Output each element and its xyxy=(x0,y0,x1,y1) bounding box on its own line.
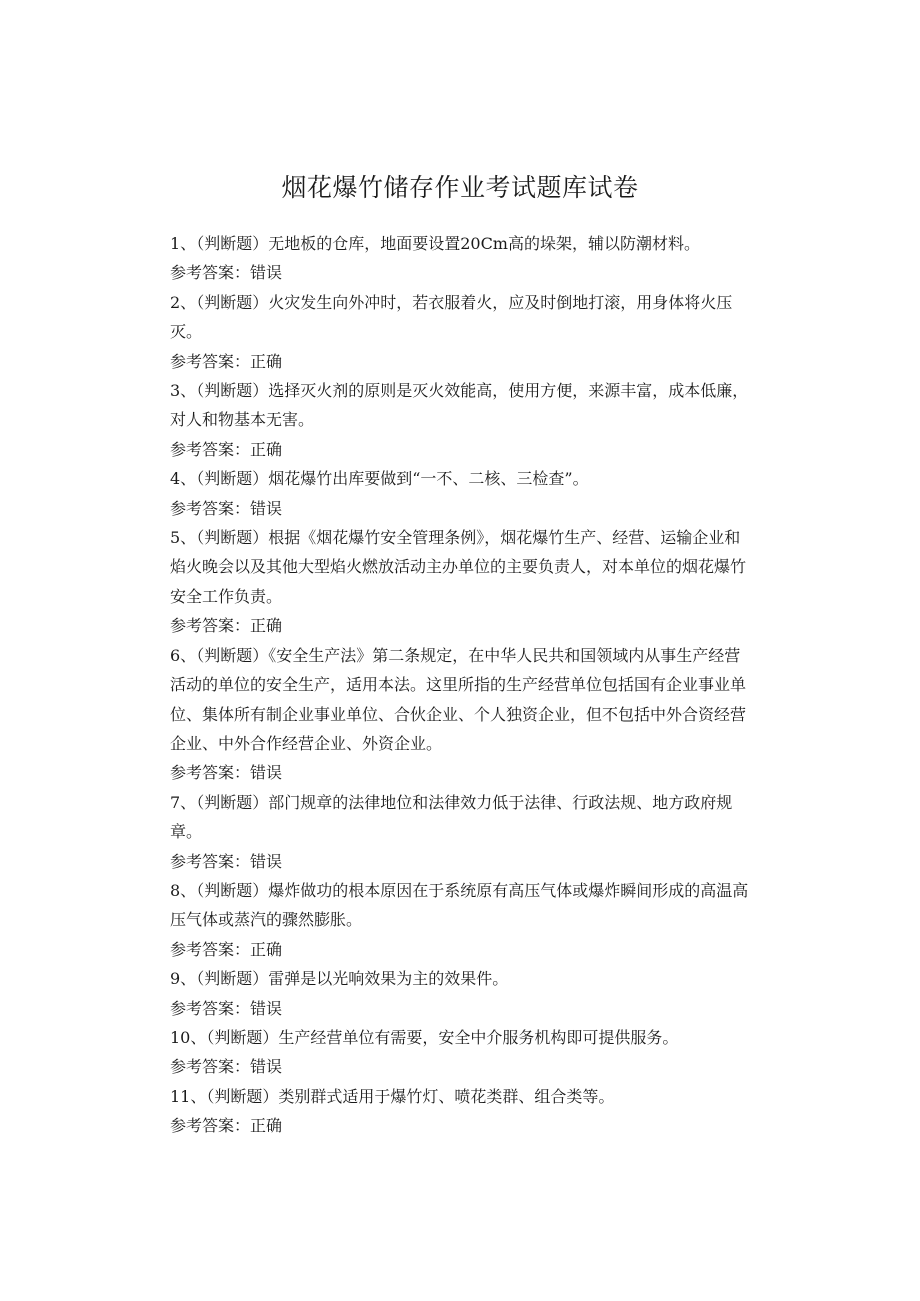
question-item xyxy=(170,1023,750,1082)
answer-label: 参考答案： xyxy=(170,763,251,783)
question-text-line xyxy=(170,376,750,435)
question-number: 6、 xyxy=(170,645,197,665)
question-number: 2、 xyxy=(170,292,197,312)
answer-line xyxy=(170,1111,750,1140)
question-number: 8、 xyxy=(170,880,197,900)
question-item xyxy=(170,876,750,964)
question-body: 烟花爆竹出库要做到“一不、二核、三检查”。 xyxy=(268,469,589,489)
question-type: （判断题） xyxy=(196,880,269,900)
answer-line xyxy=(170,1052,750,1081)
question-text-line xyxy=(170,1082,750,1111)
answer-value: 错误 xyxy=(250,851,283,871)
page-title: 烟花爆竹储存作业考试题库试卷 xyxy=(281,173,639,202)
question-body: 部门规章的法律地位和法律效力低于法律、行政法规、地方政府规章。 xyxy=(170,792,733,842)
answer-line xyxy=(170,994,750,1023)
question-type: （判断题） xyxy=(206,1086,279,1106)
answer-label: 参考答案： xyxy=(170,851,251,871)
answer-line xyxy=(170,935,750,964)
answer-line xyxy=(170,494,750,523)
answer-value: 错误 xyxy=(250,263,283,283)
question-number: 1、 xyxy=(170,234,197,253)
question-body: 无地板的仓库，地面要设置20Cm高的垛架，辅以防潮材料。 xyxy=(268,234,700,253)
question-item xyxy=(170,523,750,641)
question-type: （判断题） xyxy=(206,1027,279,1047)
question-type: （判断题） xyxy=(196,969,269,989)
question-text-line xyxy=(170,641,750,759)
question-number: 5、 xyxy=(170,528,197,548)
question-text-line xyxy=(170,876,750,935)
answer-label: 参考答案： xyxy=(170,263,251,283)
question-type: （判断题） xyxy=(196,528,269,548)
answer-value: 错误 xyxy=(250,1057,283,1077)
question-text-line xyxy=(170,288,750,347)
question-number: 7、 xyxy=(170,792,197,812)
answer-label: 参考答案： xyxy=(170,616,251,636)
question-item xyxy=(170,464,750,523)
answer-value: 正确 xyxy=(250,1116,283,1136)
answer-line xyxy=(170,435,750,464)
question-type: （判断题） xyxy=(196,792,269,812)
answer-line xyxy=(170,758,750,787)
answer-label: 参考答案： xyxy=(170,939,251,959)
answer-label: 参考答案： xyxy=(170,1116,251,1136)
answer-line xyxy=(170,611,750,640)
question-item xyxy=(170,964,750,1023)
question-number: 9、 xyxy=(170,969,197,989)
answer-value: 正确 xyxy=(250,616,283,636)
question-type: （判断题） xyxy=(196,469,269,489)
question-number: 11、 xyxy=(170,1086,207,1106)
question-number: 10、 xyxy=(170,1027,207,1047)
question-text-line xyxy=(170,523,750,611)
answer-label: 参考答案： xyxy=(170,351,251,371)
answer-line xyxy=(170,347,750,376)
question-item xyxy=(170,229,750,288)
question-body: 雷弹是以光响效果为主的效果件。 xyxy=(268,969,509,989)
question-body: 类别群式适用于爆竹灯、喷花类群、组合类等。 xyxy=(278,1086,615,1106)
answer-value: 正确 xyxy=(250,439,283,459)
answer-value: 错误 xyxy=(250,498,283,518)
question-item xyxy=(170,288,750,376)
answer-line xyxy=(170,258,750,287)
question-item xyxy=(170,788,750,876)
question-body: 根据《烟花爆竹安全管理条例》，烟花爆竹生产、经营、运输企业和焰火晚会以及其他大型焰火燃放活动主办单位的主要负责人，对本单位的烟花爆竹安全工作负责。 xyxy=(170,528,747,606)
question-body: 选择灭火剂的原则是灭火效能高，使用方便，来源丰富，成本低廉，对人和物基本无害。 xyxy=(170,381,749,430)
question-item xyxy=(170,641,750,788)
answer-value: 正确 xyxy=(250,351,283,371)
question-text-line xyxy=(170,464,750,493)
answer-label: 参考答案： xyxy=(170,1057,251,1077)
answer-label: 参考答案： xyxy=(170,498,251,518)
question-list xyxy=(170,229,750,1141)
answer-label: 参考答案： xyxy=(170,439,251,459)
question-type: （判断题） xyxy=(196,645,269,665)
question-type: （判断题） xyxy=(196,381,269,401)
answer-line xyxy=(170,847,750,876)
question-body: 生产经营单位有需要，安全中介服务机构即可提供服务。 xyxy=(278,1027,679,1047)
answer-value: 错误 xyxy=(250,998,283,1018)
question-type: （判断题） xyxy=(196,234,269,253)
question-text-line xyxy=(170,964,750,993)
question-text-line xyxy=(170,788,750,847)
question-text-line xyxy=(170,1023,750,1052)
question-text-line xyxy=(170,229,750,258)
question-item xyxy=(170,376,750,464)
question-number: 4、 xyxy=(170,469,197,489)
answer-label: 参考答案： xyxy=(170,998,251,1018)
question-body: 爆炸做功的根本原因在于系统原有高压气体或爆炸瞬间形成的高温高压气体或蒸汽的骤然膨胀。 xyxy=(170,880,749,930)
question-item xyxy=(170,1082,750,1141)
answer-value: 错误 xyxy=(250,763,283,783)
question-body: 《安全生产法》第二条规定，在中华人民共和国领域内从事生产经营活动的单位的安全生产，适用本法。这里所指的生产经营单位包括国有企业事业单位、集体所有制企业事业单位、合伙企业、个人独资企业，但不包括中外合资经营企业、中外合作经营企业、外资企业。 xyxy=(170,645,747,753)
question-number: 3、 xyxy=(170,381,197,401)
question-type: （判断题） xyxy=(196,292,269,312)
question-body: 火灾发生向外冲时，若衣服着火，应及时倒地打滚，用身体将火压灭。 xyxy=(170,292,733,342)
answer-value: 正确 xyxy=(250,939,283,959)
